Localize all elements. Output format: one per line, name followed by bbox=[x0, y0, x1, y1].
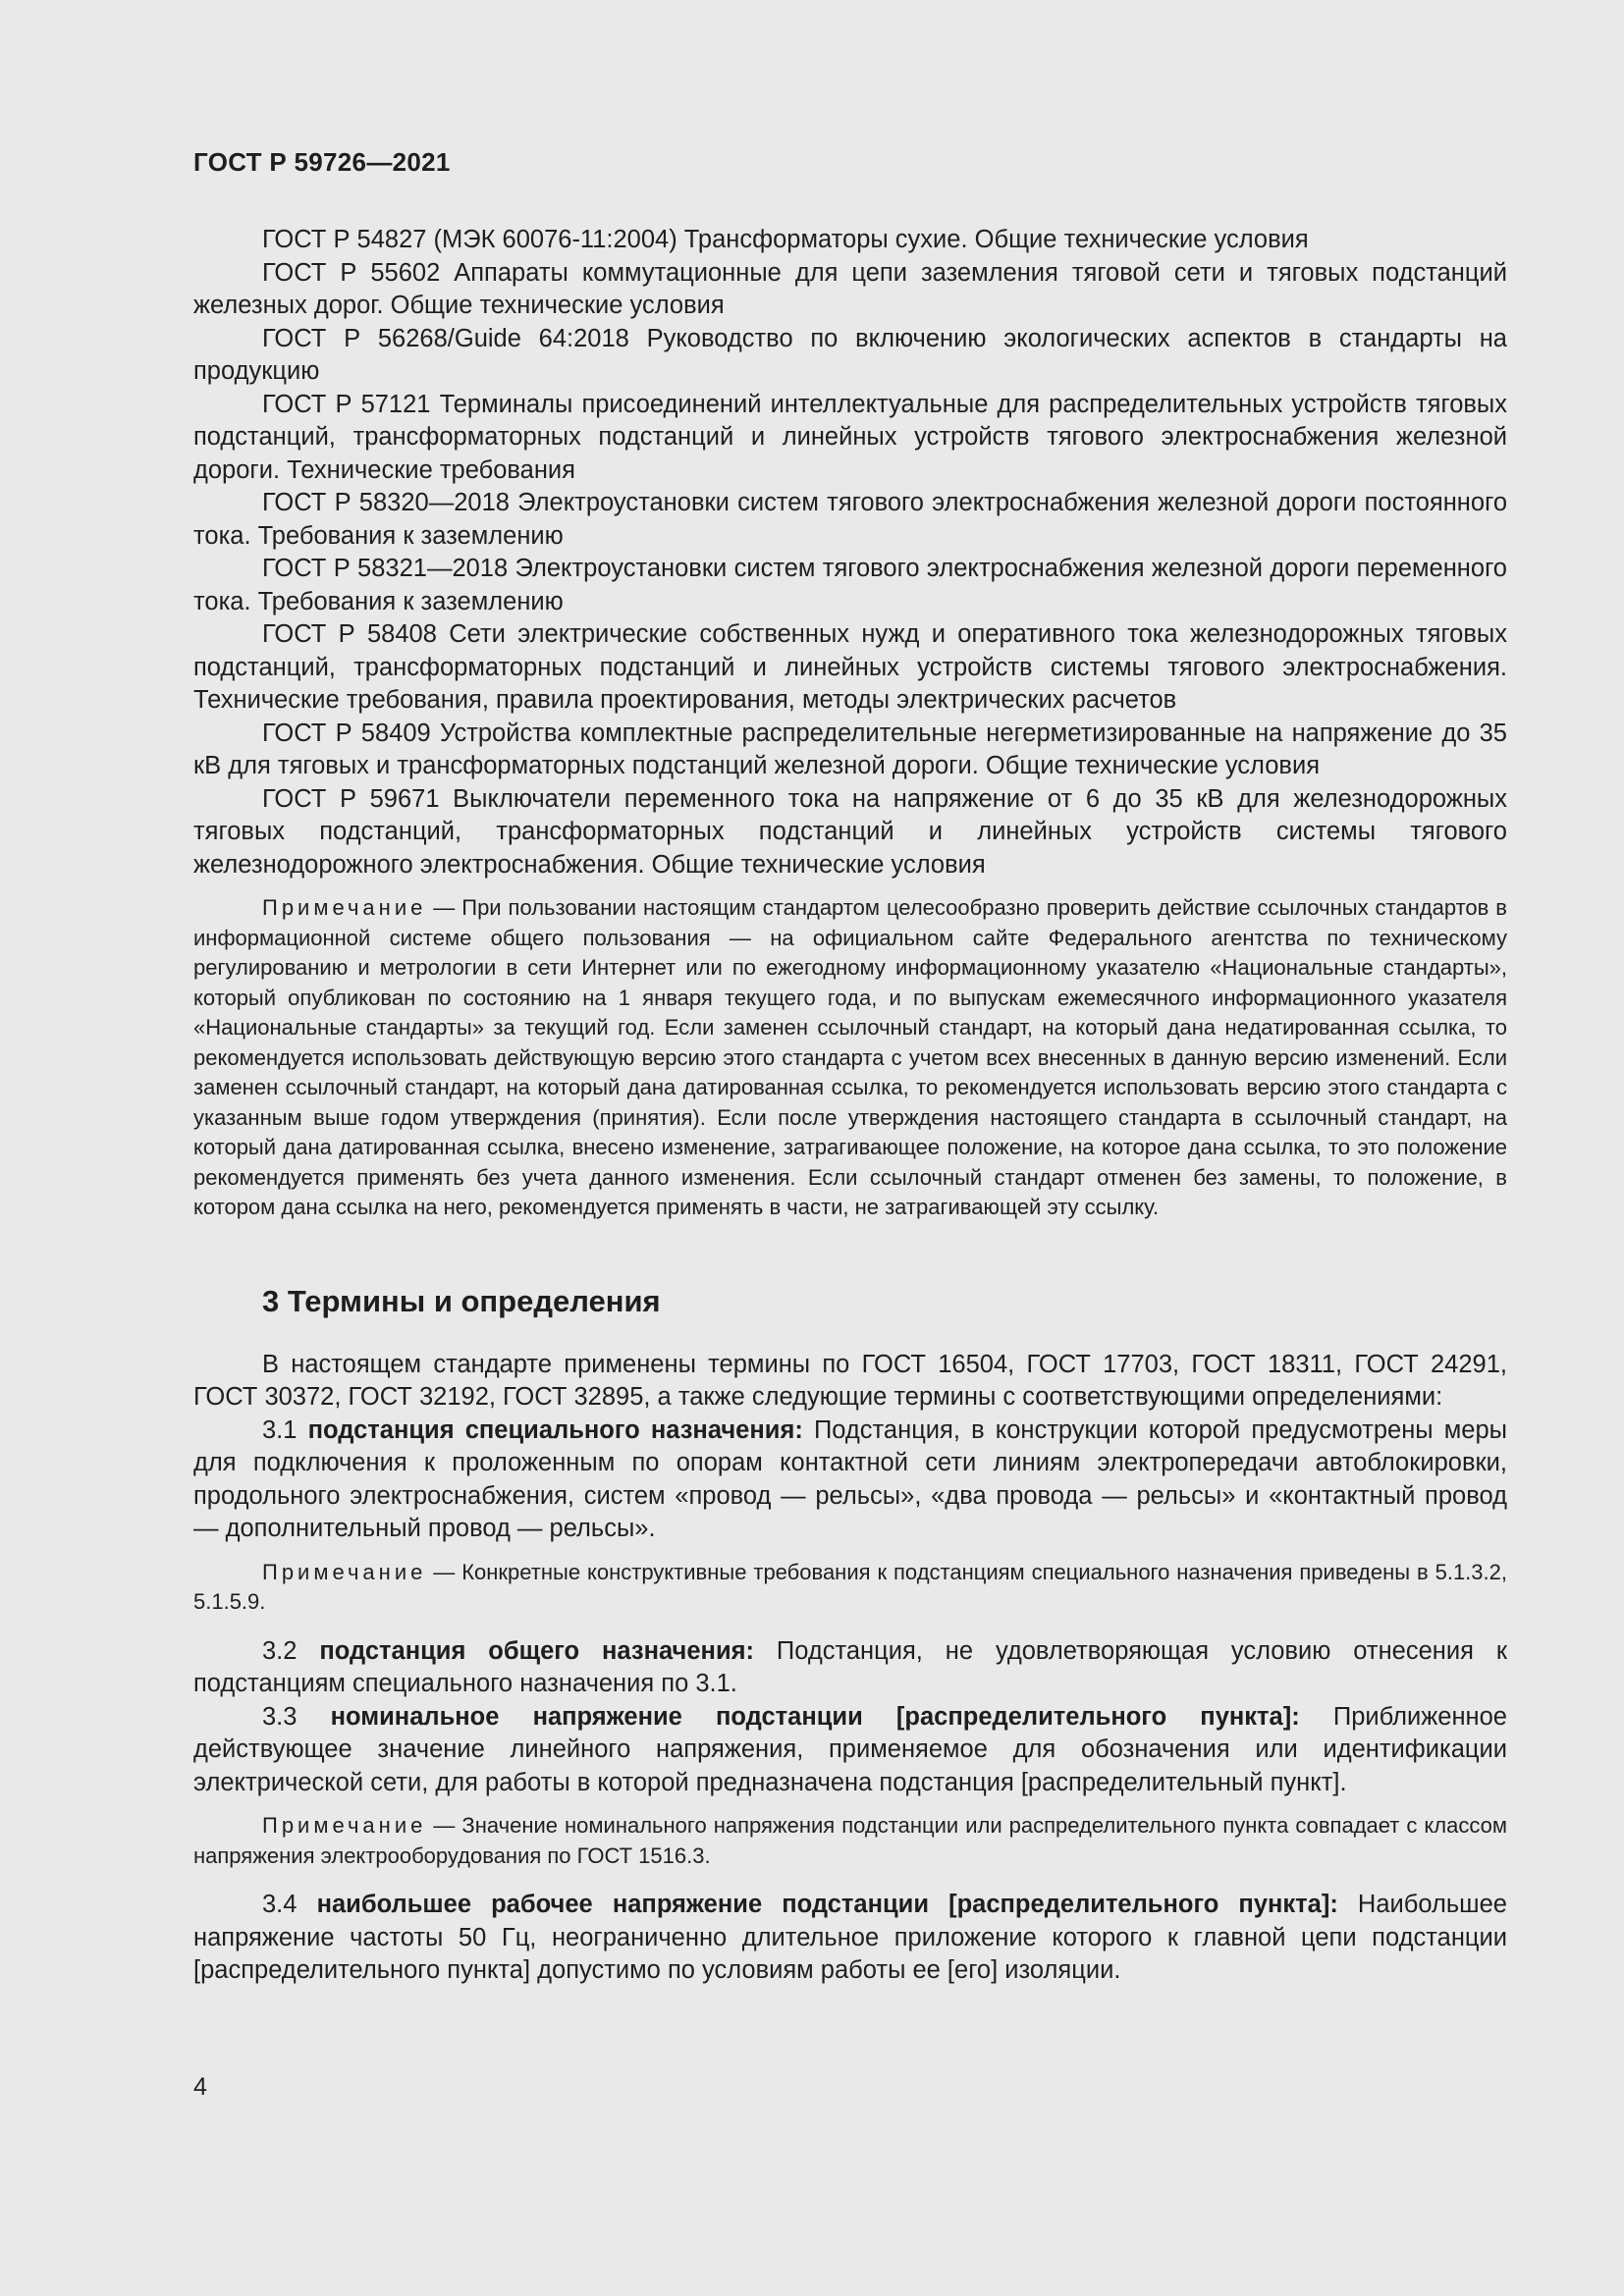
term-number: 3.3 bbox=[262, 1702, 331, 1731]
term-name: наибольшее рабочее напряжение подстанции [распределительного пункта]: bbox=[316, 1891, 1338, 1918]
term-number: 3.1 bbox=[262, 1415, 308, 1444]
note-label: Примечание bbox=[262, 1559, 427, 1584]
page-number: 4 bbox=[193, 2073, 207, 2101]
term-name: подстанция специального назначения: bbox=[307, 1415, 803, 1444]
note-label: Примечание bbox=[262, 895, 427, 920]
term-entry-3-3 bbox=[193, 1701, 1507, 1800]
term-name: подстанция общего назначения: bbox=[319, 1636, 754, 1665]
reference-item: ГОСТ Р 58320—2018 Электроустановки систем тягового электроснабжения железной дороги постоянного тока. Требования к заземлению bbox=[193, 489, 1507, 550]
term-name: номинальное напряжение подстанции [распределительного пункта]: bbox=[330, 1702, 1300, 1731]
reference-item: ГОСТ Р 58408 Сети электрические собственных нужд и оперативного тока железнодорожных тяговых подстанций, трансформаторных подстанций и линейных устройств системы тягового электроснабжения. Технические требования, правила проектирования, методы электрических расчетов bbox=[193, 620, 1507, 714]
references-note bbox=[193, 893, 1507, 1223]
note-text: — Значение номинального напряжения подстанции или распределительного пункта совпадает с классом напряжения электрооборудования по ГОСТ 1516.3. bbox=[193, 1813, 1507, 1868]
section-title: 3 Термины и определения bbox=[262, 1283, 661, 1318]
normative-references-list bbox=[193, 224, 1507, 881]
term-definition: Наибольшее напряжение частоты 50 Гц, неограниченно длительное приложение которого к главной цепи подстанции [распределительного пункта] допустимо по условиям работы ее [его] изоляции. bbox=[193, 1891, 1507, 1984]
term-note-3-1 bbox=[193, 1558, 1507, 1618]
note-text: — При пользовании настоящим стандартом целесообразно проверить действие ссылочных стандартов в информационной системе общего пользования — на официальном сайте Федерального агентства по техническому регулированию и метрологии в сети Интернет или по ежегодному информационному указателю «Национальные стандарты», который опубликован по состоянию на 1 января текущего года, и по выпускам ежемесячного информационного указателя «Национальные стандарты» за текущий год. Если заменен ссылочный стандарт, на который дана недатированная ссылка, то рекомендуется использовать действующую версию этого стандарта с учетом всех внесенных в данную версию изменений. Если заменен ссылочный стандарт, на который дана датированная ссылка, то рекомендуется использовать версию этого стандарта с указанным выше годом утверждения (принятия). Если после утверждения настоящего стандарта в ссылочный стандарт, на который дана датированная ссылка, внесено изменение, затрагивающее положение, на которое дана ссылка, то это положение рекомендуется применять без учета данного изменения. Если ссылочный стандарт отменен без замены, то положение, в котором дана ссылка на него, рекомендуется применять в части, не затрагивающей эту ссылку. bbox=[193, 895, 1507, 1219]
term-note-3-3 bbox=[193, 1811, 1507, 1871]
page-content bbox=[193, 224, 1507, 1988]
reference-item: ГОСТ Р 54827 (МЭК 60076-11:2004) Трансформаторы сухие. Общие технические условия bbox=[262, 226, 1309, 253]
section-intro: В настоящем стандарте применены термины по ГОСТ 16504, ГОСТ 17703, ГОСТ 18311, ГОСТ 24291, ГОСТ 30372, ГОСТ 32192, ГОСТ 32895, а также следующие термины с соответствующими определениями: bbox=[193, 1350, 1507, 1411]
term-definition: Подстанция, не удовлетворяющая условию отнесения к подстанциям специального назначения по 3.1. bbox=[193, 1636, 1507, 1697]
term-entry-3-2 bbox=[193, 1635, 1507, 1701]
reference-item: ГОСТ Р 56268/Guide 64:2018 Руководство по включению экологических аспектов в стандарты на продукцию bbox=[193, 324, 1507, 385]
term-definition: Подстанция, в конструкции которой предусмотрены меры для подключения к проложенным по опорам контактной сети линиям электропередачи автоблокировки, продольного электроснабжения, систем «провод — рельсы», «два провода — рельсы» и «контактный провод — дополнительный провод — рельсы». bbox=[193, 1415, 1507, 1542]
note-text: — Конкретные конструктивные требования к подстанциям специального назначения приведены в 5.1.3.2, 5.1.5.9. bbox=[193, 1559, 1507, 1614]
term-number: 3.2 bbox=[262, 1636, 320, 1665]
reference-item: ГОСТ Р 55602 Аппараты коммутационные для цепи заземления тяговой сети и тяговых подстанций железных дорог. Общие технические условия bbox=[193, 258, 1507, 319]
reference-item: ГОСТ Р 59671 Выключатели переменного тока на напряжение от 6 до 35 кВ для железнодорожных тяговых подстанций, трансформаторных подстанций и линейных устройств системы тягового железнодорожного электроснабжения. Общие технические условия bbox=[193, 784, 1507, 879]
term-entry-3-4 bbox=[193, 1889, 1507, 1988]
term-entry-3-1 bbox=[193, 1415, 1507, 1546]
term-definition: Приближенное действующее значение линейного напряжения, применяемое для обозначения или идентификации электрической сети, для работы в которой предназначена подстанция [распределительный пункт]. bbox=[193, 1702, 1507, 1796]
reference-item: ГОСТ Р 57121 Терминалы присоединений интеллектуальные для распределительных устройств тяговых подстанций, трансформаторных подстанций и линейных устройств тягового электроснабжения железной дороги. Технические требования bbox=[193, 390, 1507, 484]
reference-item: ГОСТ Р 58321—2018 Электроустановки систем тягового электроснабжения железной дороги переменного тока. Требования к заземлению bbox=[193, 555, 1507, 615]
term-number: 3.4 bbox=[262, 1891, 317, 1918]
reference-item: ГОСТ Р 58409 Устройства комплектные распределительные негерметизированные на напряжение до 35 кВ для тяговых и трансформаторных подстанций железной дороги. Общие технические условия bbox=[193, 719, 1507, 779]
document-code-header: ГОСТ Р 59726—2021 bbox=[193, 147, 451, 177]
note-label: Примечание bbox=[262, 1813, 427, 1838]
